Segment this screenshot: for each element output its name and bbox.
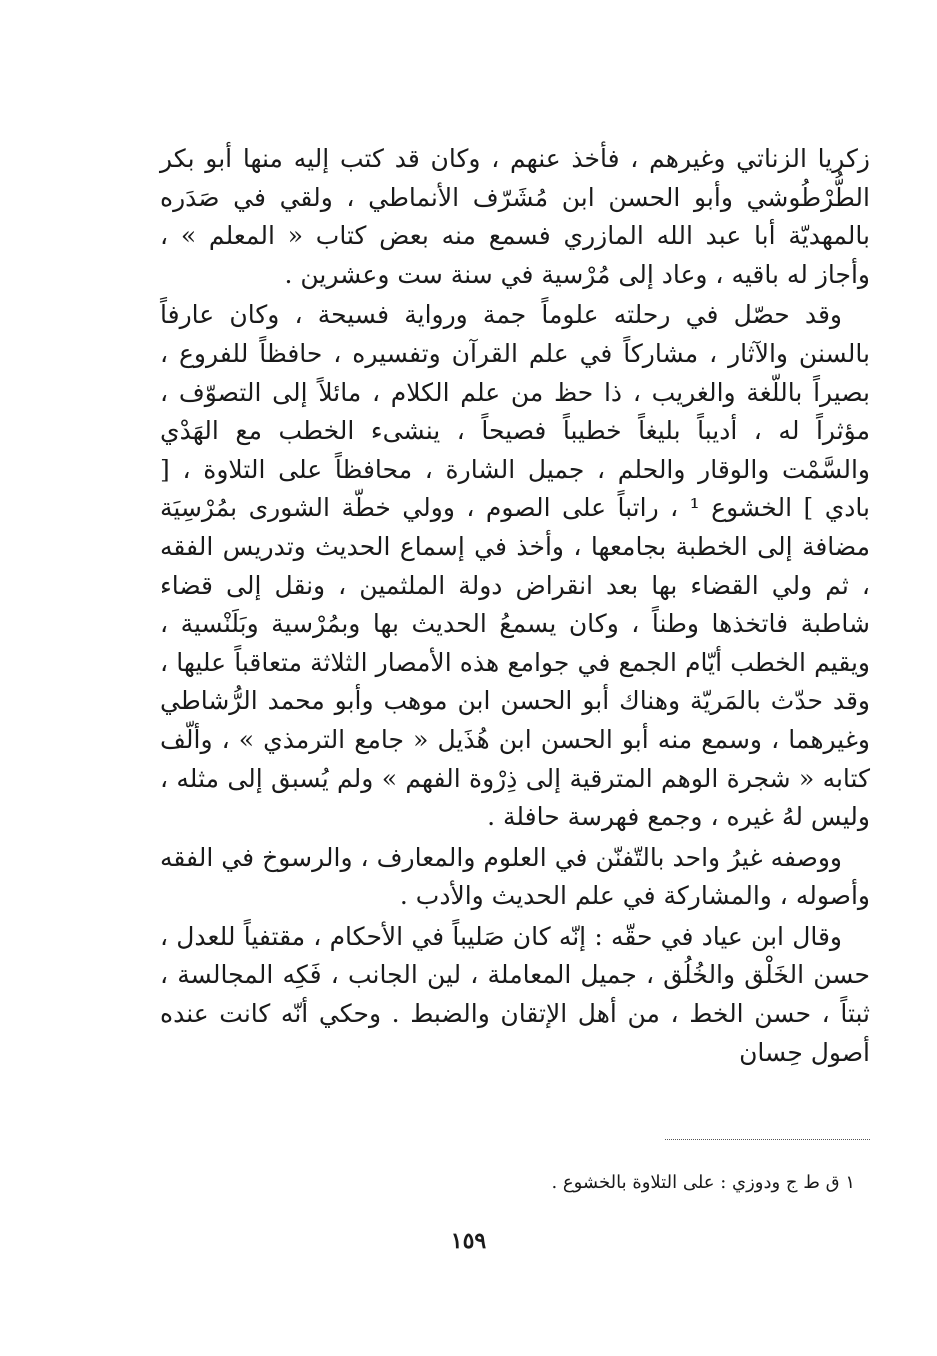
footnote-divider <box>665 1139 870 1140</box>
paragraph-4: وقال ابن عياد في حقّه : إنّه كان صَليباً في الأحكام ، مقتفياً للعدل ، حسن الخَلْق والخُلُق ، جميل المعاملة ، لين الجانب ، فَكِه المجالسة ، ثبتاً ، حسن الخط ، من أهل الإتقان والضبط . وحكي أنّه كانت عنده أصول حِسان <box>160 921 870 1067</box>
main-text <box>160 140 870 1074</box>
paragraph-2: وقد حصّل في رحلته علوماً جمة ورواية فسيحة ، وكان عارفاً بالسنن والآثار ، مشاركاً في علم القرآن وتفسيره ، حافظاً للفروع ، بصيراً باللّغة والغريب ، ذا حظ من علم الكلام ، مائلاً إلى التصوّف ، مؤثراً له ، أديباً بليغاً خطيباً فصيحاً ، ينشىء الخطب مع الهَدْي والسَّمْت والوقار والحلم ، جميل الشارة ، محافظاً على التلاوة ، [ بادي ] الخشوع ¹ ، راتباً على الصوم ، وولي خطّة الشورى بمُرْسِيَة مضافة إلى الخطبة بجامعها ، وأخذ في إسماع الحديث وتدريس الفقه ، ثم ولي القضاء بها بعد انقراض دولة الملثمين ، ونقل إلى قضاء شاطبة فاتخذها وطناً ، وكان يسمعُ الحديث بها وبمُرْسية وبَلَنْسية ، ويقيم الخطب أيّام الجمع في جوامع هذه الأمصار الثلاثة متعاقباً عليها ، وقد حدّث بالمَريّة وهناك أبو الحسن ابن موهب وأبو محمد الرُّشاطي وغيرهما ، وسمع منه أبو الحسن ابن هُذَيل « جامع الترمذي » ، وألّف كتابه « شجرة الوهم المترقية إلى ذِرْوة الفهم » ولم يُسبق إلى مثله ، وليس لهُ غيره ، وجمع فهرسة حافلة . <box>160 300 870 832</box>
page-number: ١٥٩ <box>450 1228 487 1254</box>
paragraph-1: زكريا الزناتي وغيرهم ، فأخذ عنهم ، وكان قد كتب إليه منها أبو بكر الطُّرْطُوشي وأبو الحسن ابن مُشَرّف الأنماطي ، ولقي في صَدَره بالمهديّة أبا عبد الله المازري فسمع منه بعض كتاب « المعلم » ، وأجاز له باقيه ، وعاد إلى مُرْسية في سنة ست وعشرين . <box>160 144 870 289</box>
footnote: ١ ق ط ج ودوزي : على التلاوة بالخشوع . <box>551 1172 855 1193</box>
paragraph-3: ووصفه غيرُ واحد بالتّفنّن في العلوم والمعارف ، والرسوخ في الفقه وأصوله ، والمشاركة في علم الحديث والأدب . <box>160 842 870 911</box>
